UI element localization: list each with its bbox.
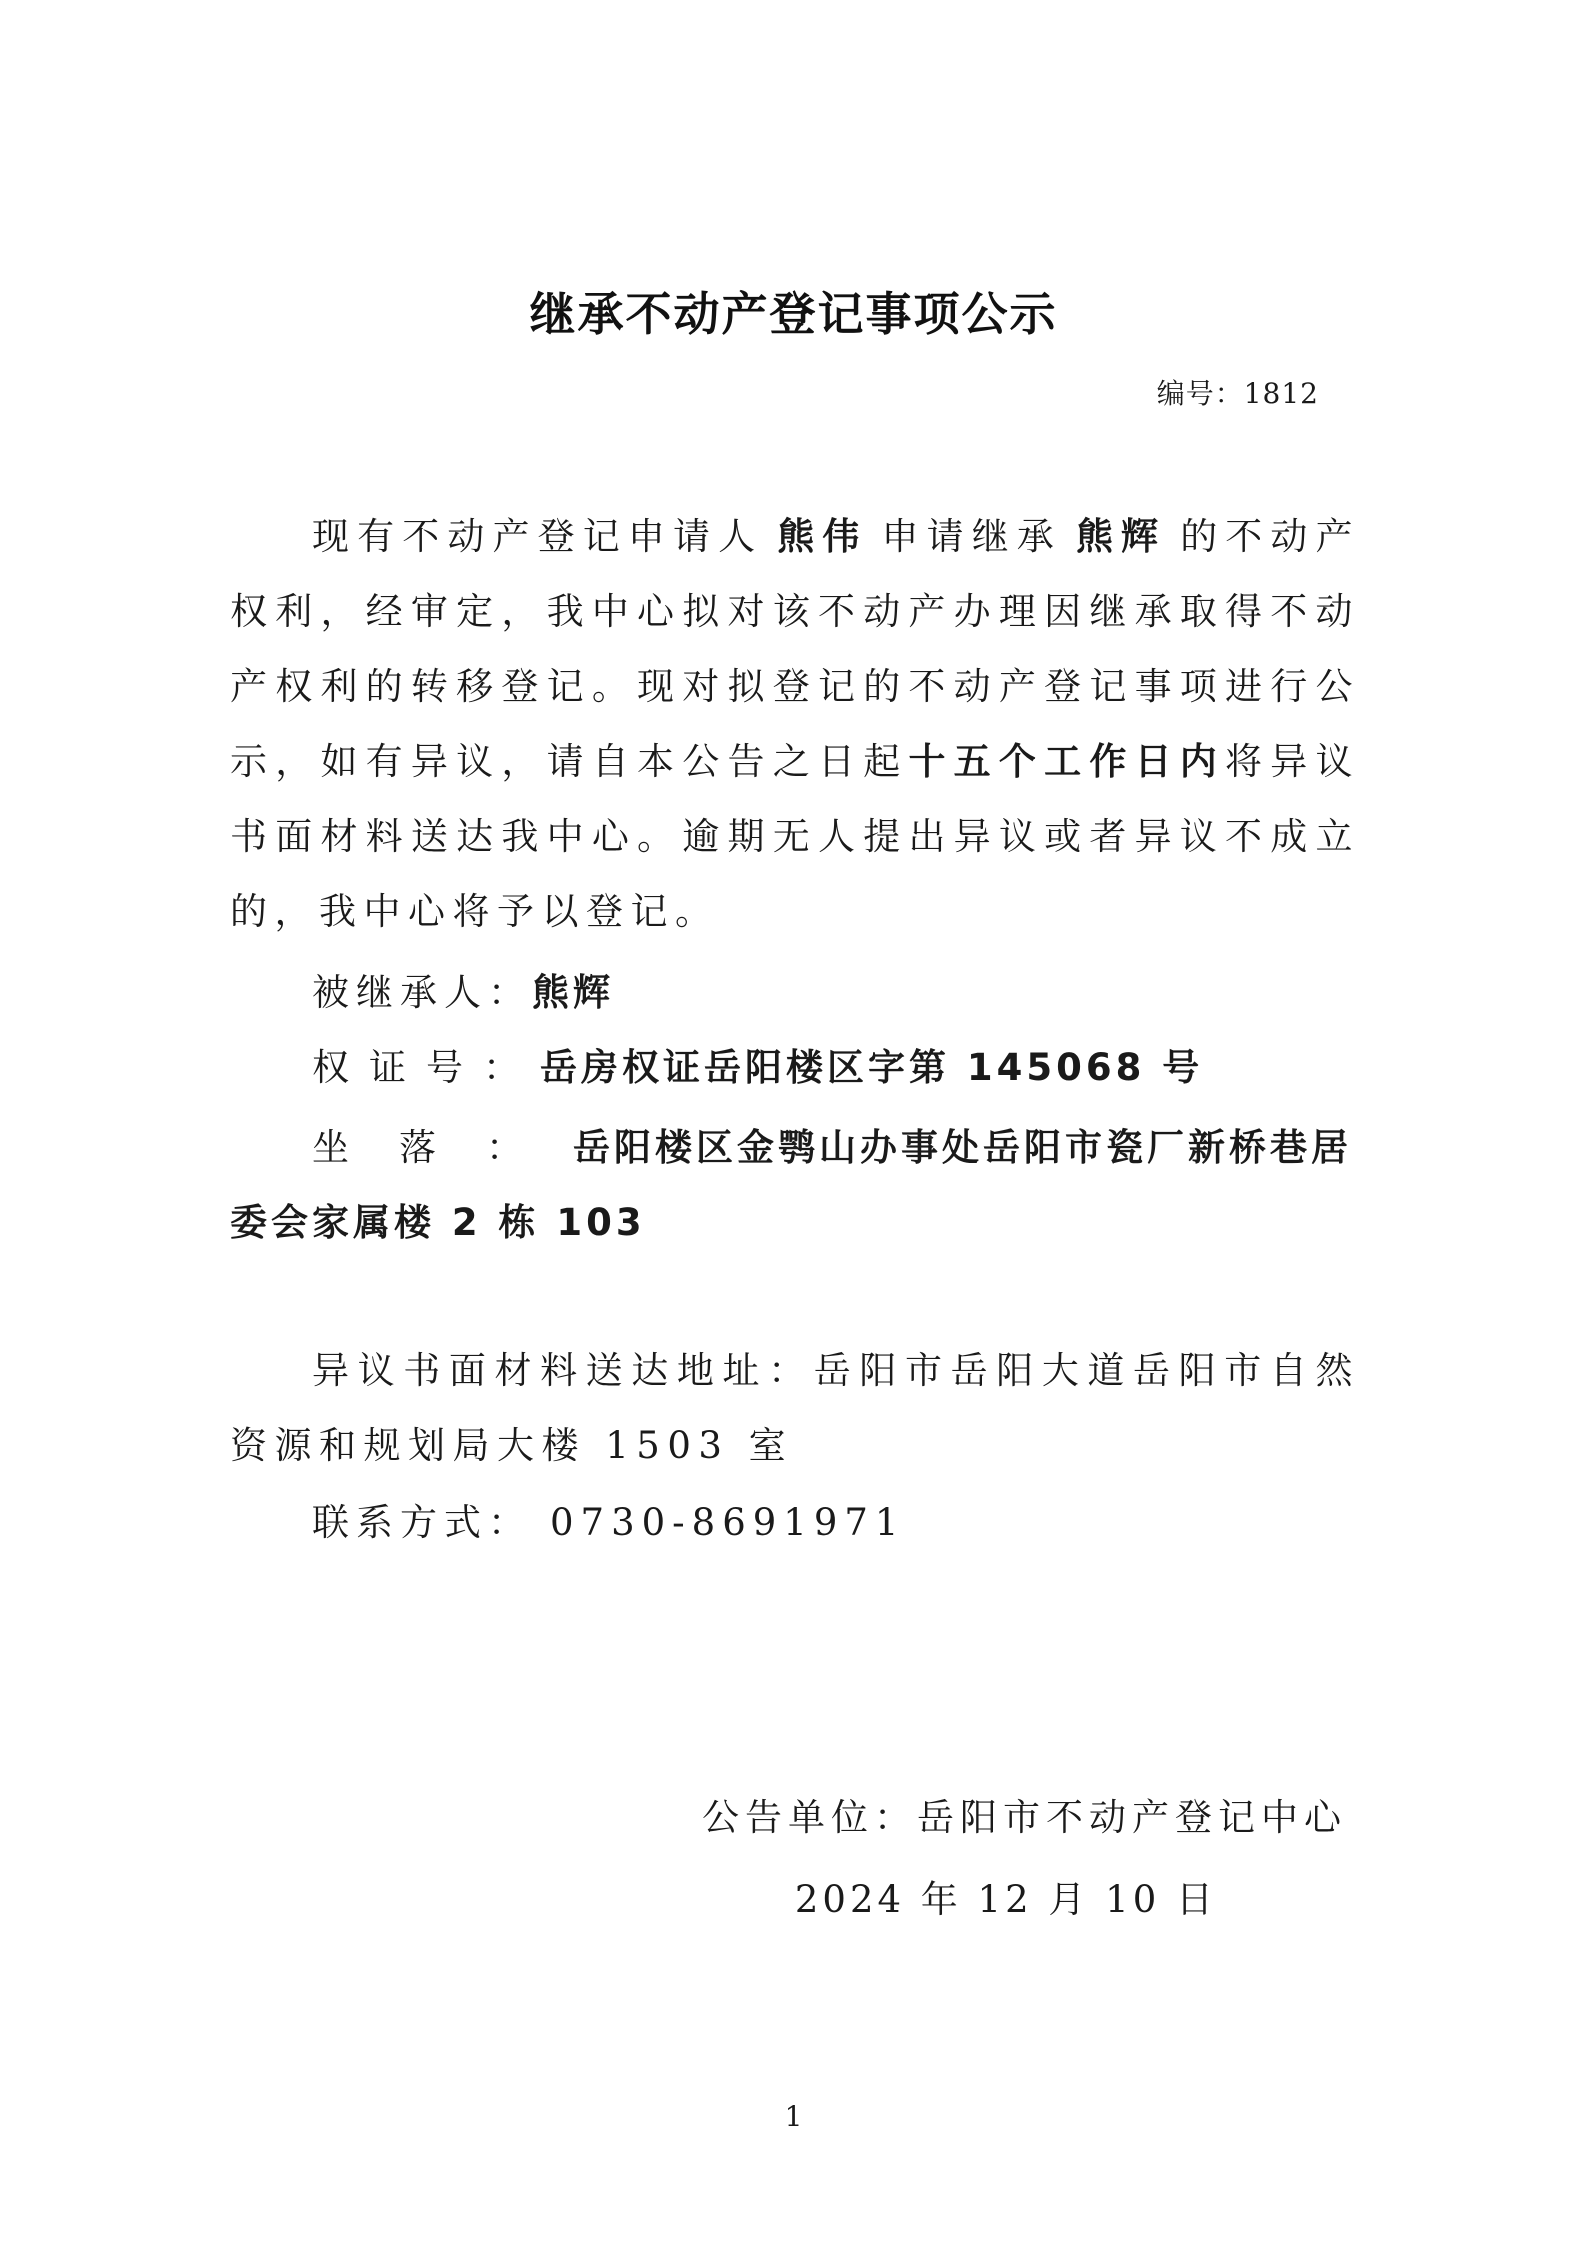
applicant-name: 熊伟 [777, 515, 868, 558]
paragraph-text-3: 的不动产权利，经审定，我中心拟对该不动产办理因继承取得不动产权利的转移登记。现对拟登记的不动产登记事项进行公示，如有异议，请自本公告之日起 [230, 515, 1361, 783]
location-value: 岳阳楼区金鹗山办事处岳阳市瓷厂新桥巷居委会家属楼 2 栋 103 [230, 1126, 1352, 1244]
contact-line [230, 1485, 1360, 1560]
heir-value: 熊辉 [532, 971, 614, 1014]
objection-address: 异议书面材料送达地址：岳阳市岳阳大道岳阳市自然资源和规划局大楼 1503 室 [230, 1349, 1360, 1467]
announcement-paragraph [230, 499, 1360, 949]
contact-label: 联系方式： [312, 1501, 532, 1544]
certificate-value: 岳房权证岳阳楼区字第 145068 号 [540, 1046, 1204, 1089]
location-label: 坐落： [312, 1126, 573, 1169]
contact-phone: 0730-8691971 [550, 1501, 906, 1544]
document-number: 编号：1812 [1156, 377, 1319, 410]
certificate-label: 权证号： [312, 1046, 540, 1089]
deceased-name: 熊辉 [1075, 515, 1167, 558]
deadline-text: 十五个工作日内 [908, 740, 1226, 783]
document-title: 继承不动产登记事项公示 [529, 287, 1058, 341]
location-line [230, 1110, 1360, 1260]
certificate-line [230, 1030, 1360, 1105]
heir-label: 被继承人： [312, 971, 532, 1014]
heir-line [230, 955, 1360, 1030]
issue-date: 2024 年 12 月 10 日 [794, 1878, 1217, 1921]
issuing-organization: 公告单位：岳阳市不动产登记中心 [702, 1796, 1347, 1839]
paragraph-text-4: 将异议书面材料送达我中心。逾期无人提出异议或者异议不成立的，我中心将予以登记。 [230, 740, 1361, 933]
page-number: 1 [784, 2100, 803, 2133]
paragraph-text-2: 申请继承 [881, 515, 1062, 558]
paragraph-text-1: 现有不动产登记申请人 [312, 515, 764, 558]
